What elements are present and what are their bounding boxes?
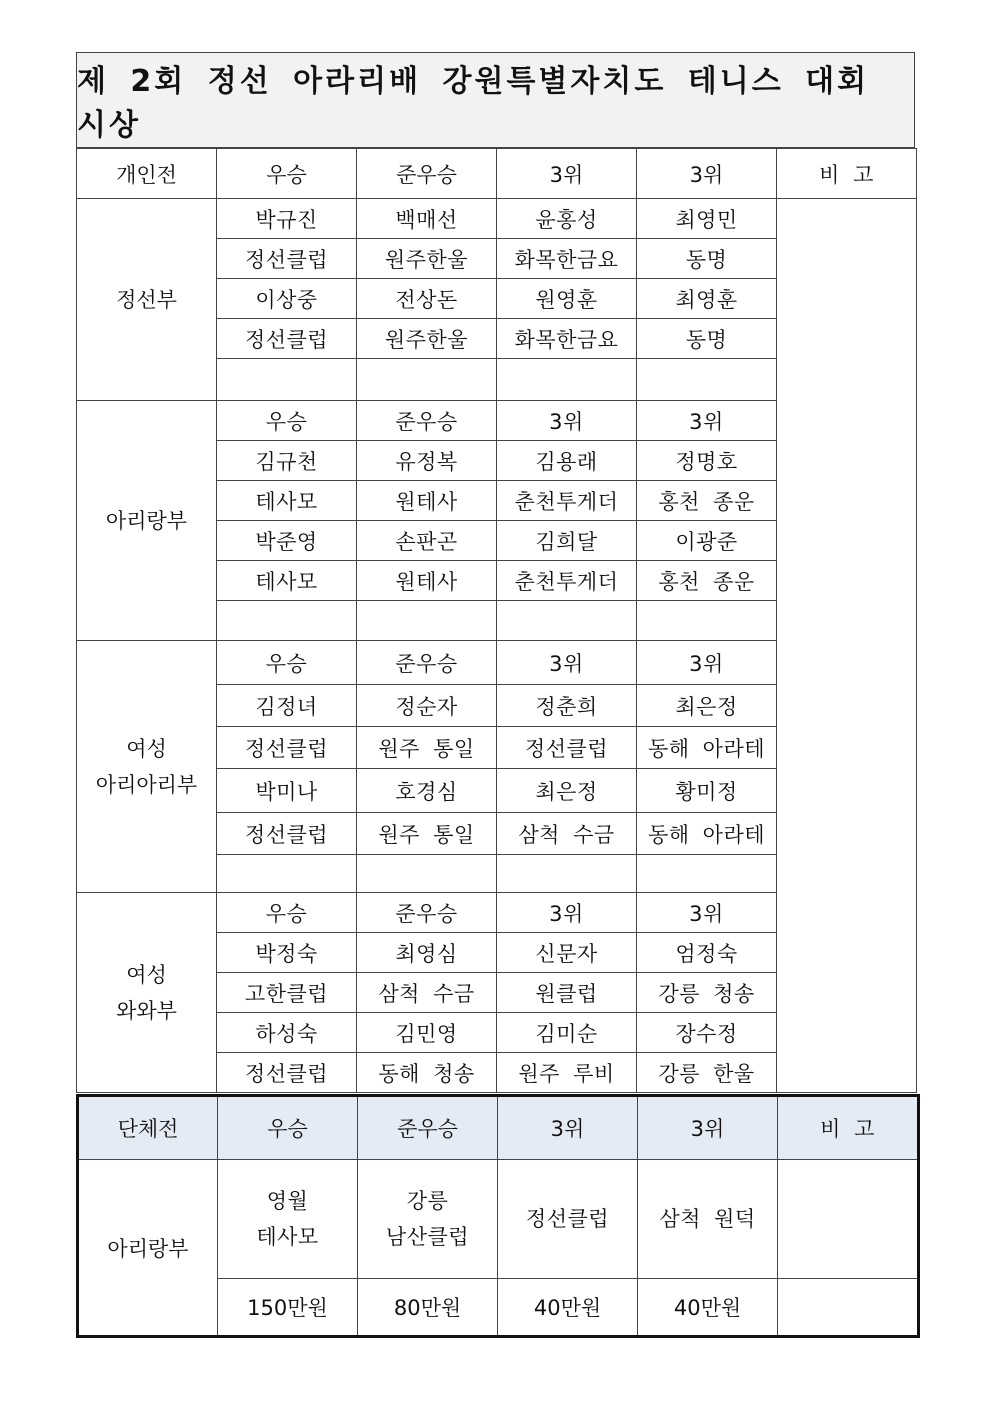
result-cell: 동해 아라테 xyxy=(637,813,777,855)
result-cell: 최은정 xyxy=(637,685,777,727)
result-cell: 최은정 xyxy=(497,769,637,813)
prize-amount: 80만원 xyxy=(358,1279,498,1337)
empty-cell xyxy=(637,359,777,401)
team-winner-line: 영월 xyxy=(266,1189,309,1213)
result-cell: 최영민 xyxy=(637,199,777,239)
empty-cell xyxy=(217,359,357,401)
result-cell: 정순자 xyxy=(357,685,497,727)
result-cell: 김민영 xyxy=(357,1013,497,1053)
placement-header: 3위 xyxy=(637,149,777,199)
division-name: 아리랑부 xyxy=(78,1160,218,1337)
placement-header: 준우승 xyxy=(357,641,497,685)
result-cell: 박준영 xyxy=(217,521,357,561)
prize-amount: 40만원 xyxy=(638,1279,778,1337)
empty-cell xyxy=(497,855,637,893)
division-name-line: 아리랑부 xyxy=(105,508,188,533)
result-cell: 김미순 xyxy=(497,1013,637,1053)
placement-header: 3위 xyxy=(498,1096,638,1160)
division-name xyxy=(77,641,217,893)
team-winner-cell xyxy=(218,1160,358,1279)
result-cell: 동해 아라테 xyxy=(637,727,777,769)
team-winners-row xyxy=(78,1160,919,1279)
placement-header: 3위 xyxy=(497,893,637,933)
placement-header: 3위 xyxy=(637,893,777,933)
result-cell: 원클럽 xyxy=(497,973,637,1013)
result-cell: 춘천투게더 xyxy=(497,561,637,601)
prize-amount: 40만원 xyxy=(498,1279,638,1337)
result-cell: 고한클럽 xyxy=(217,973,357,1013)
result-cell: 정선클럽 xyxy=(217,813,357,855)
team-winner-line: 테사모 xyxy=(256,1225,319,1249)
placement-header: 3위 xyxy=(637,401,777,441)
placement-header: 우승 xyxy=(217,149,357,199)
prize-amount: 150만원 xyxy=(218,1279,358,1337)
remarks-header: 비 고 xyxy=(778,1096,919,1160)
result-cell: 정선클럽 xyxy=(217,1053,357,1093)
result-cell: 정선클럽 xyxy=(497,727,637,769)
division-name xyxy=(77,893,217,1093)
result-cell: 원주한울 xyxy=(357,239,497,279)
result-cell: 최영심 xyxy=(357,933,497,973)
division-name xyxy=(77,401,217,641)
result-cell: 원테사 xyxy=(357,561,497,601)
placement-header: 우승 xyxy=(217,641,357,685)
result-cell: 박규진 xyxy=(217,199,357,239)
team-results-table xyxy=(76,1094,920,1338)
result-cell: 황미정 xyxy=(637,769,777,813)
placement-header: 3위 xyxy=(637,641,777,685)
team-header-row xyxy=(78,1096,919,1160)
result-cell: 손판곤 xyxy=(357,521,497,561)
placement-header: 준우승 xyxy=(357,401,497,441)
placement-header: 우승 xyxy=(217,401,357,441)
result-cell: 테사모 xyxy=(217,481,357,521)
result-cell: 동명 xyxy=(637,319,777,359)
team-winner-cell xyxy=(358,1160,498,1279)
result-cell: 정명호 xyxy=(637,441,777,481)
result-cell: 호경심 xyxy=(357,769,497,813)
result-cell: 원주 루비 xyxy=(497,1053,637,1093)
result-cell: 이상중 xyxy=(217,279,357,319)
result-cell: 원영훈 xyxy=(497,279,637,319)
result-cell: 원주한울 xyxy=(357,319,497,359)
division-name-line: 정선부 xyxy=(116,287,177,312)
individual-header-row xyxy=(77,149,917,199)
remarks-header: 비 고 xyxy=(777,149,917,199)
result-cell: 전상돈 xyxy=(357,279,497,319)
placement-header: 준우승 xyxy=(358,1096,498,1160)
empty-cell xyxy=(357,359,497,401)
empty-cell xyxy=(637,601,777,641)
remarks-cell xyxy=(778,1279,919,1337)
result-cell: 박정숙 xyxy=(217,933,357,973)
result-cell: 원테사 xyxy=(357,481,497,521)
team-winner-cell xyxy=(638,1160,778,1279)
result-cell: 장수정 xyxy=(637,1013,777,1053)
result-cell: 하성숙 xyxy=(217,1013,357,1053)
individual-header-label: 개인전 xyxy=(77,149,217,199)
result-cell: 정선클럽 xyxy=(217,239,357,279)
result-cell: 테사모 xyxy=(217,561,357,601)
placement-header: 우승 xyxy=(218,1096,358,1160)
result-cell: 유정복 xyxy=(357,441,497,481)
result-cell: 화목한금요 xyxy=(497,319,637,359)
result-cell: 동명 xyxy=(637,239,777,279)
result-cell: 박미나 xyxy=(217,769,357,813)
page-title: 제 2회 정선 아라리배 강원특별자치도 테니스 대회 시상 xyxy=(76,52,915,148)
empty-cell xyxy=(217,601,357,641)
result-cell: 이광준 xyxy=(637,521,777,561)
division-name-line: 여성 xyxy=(126,736,167,761)
empty-cell xyxy=(637,855,777,893)
empty-cell xyxy=(357,601,497,641)
division-name xyxy=(77,199,217,401)
team-winner-cell xyxy=(498,1160,638,1279)
remarks-cell xyxy=(778,1160,919,1279)
result-cell: 최영훈 xyxy=(637,279,777,319)
placement-header: 준우승 xyxy=(357,149,497,199)
individual-results-table xyxy=(76,148,917,1093)
result-cell: 동해 청송 xyxy=(357,1053,497,1093)
team-winner-line: 강릉 xyxy=(406,1189,449,1213)
result-cell: 김정녀 xyxy=(217,685,357,727)
placement-header: 3위 xyxy=(497,149,637,199)
empty-cell xyxy=(497,359,637,401)
placement-header: 3위 xyxy=(497,641,637,685)
team-winner-line: 정선클럽 xyxy=(525,1207,610,1231)
remarks-cell xyxy=(777,199,917,1093)
result-cell: 윤홍성 xyxy=(497,199,637,239)
placement-header: 우승 xyxy=(217,893,357,933)
result-cell: 김규천 xyxy=(217,441,357,481)
result-cell: 엄정숙 xyxy=(637,933,777,973)
division-name-line: 와와부 xyxy=(116,998,177,1023)
result-cell: 정춘희 xyxy=(497,685,637,727)
result-cell: 김용래 xyxy=(497,441,637,481)
empty-cell xyxy=(357,855,497,893)
team-winner-line: 남산클럽 xyxy=(385,1225,470,1249)
result-cell: 김희달 xyxy=(497,521,637,561)
result-cell: 강릉 청송 xyxy=(637,973,777,1013)
result-cell: 화목한금요 xyxy=(497,239,637,279)
result-cell: 원주 통일 xyxy=(357,813,497,855)
result-cell: 삼척 수금 xyxy=(497,813,637,855)
result-cell: 정선클럽 xyxy=(217,319,357,359)
team-winner-line: 삼척 원덕 xyxy=(659,1207,756,1231)
division-name-line: 아리아리부 xyxy=(95,772,198,797)
result-cell: 정선클럽 xyxy=(217,727,357,769)
result-cell: 홍천 종운 xyxy=(637,561,777,601)
team-header-label: 단체전 xyxy=(78,1096,218,1160)
empty-cell xyxy=(217,855,357,893)
placement-header: 3위 xyxy=(638,1096,778,1160)
result-cell: 춘천투게더 xyxy=(497,481,637,521)
placement-header: 준우승 xyxy=(357,893,497,933)
empty-cell xyxy=(497,601,637,641)
placement-header: 3위 xyxy=(497,401,637,441)
result-cell: 백매선 xyxy=(357,199,497,239)
division-name-line: 여성 xyxy=(126,962,167,987)
table-row xyxy=(77,199,917,239)
result-cell: 삼척 수금 xyxy=(357,973,497,1013)
result-cell: 원주 통일 xyxy=(357,727,497,769)
result-cell: 강릉 한울 xyxy=(637,1053,777,1093)
result-cell: 신문자 xyxy=(497,933,637,973)
result-cell: 홍천 종운 xyxy=(637,481,777,521)
